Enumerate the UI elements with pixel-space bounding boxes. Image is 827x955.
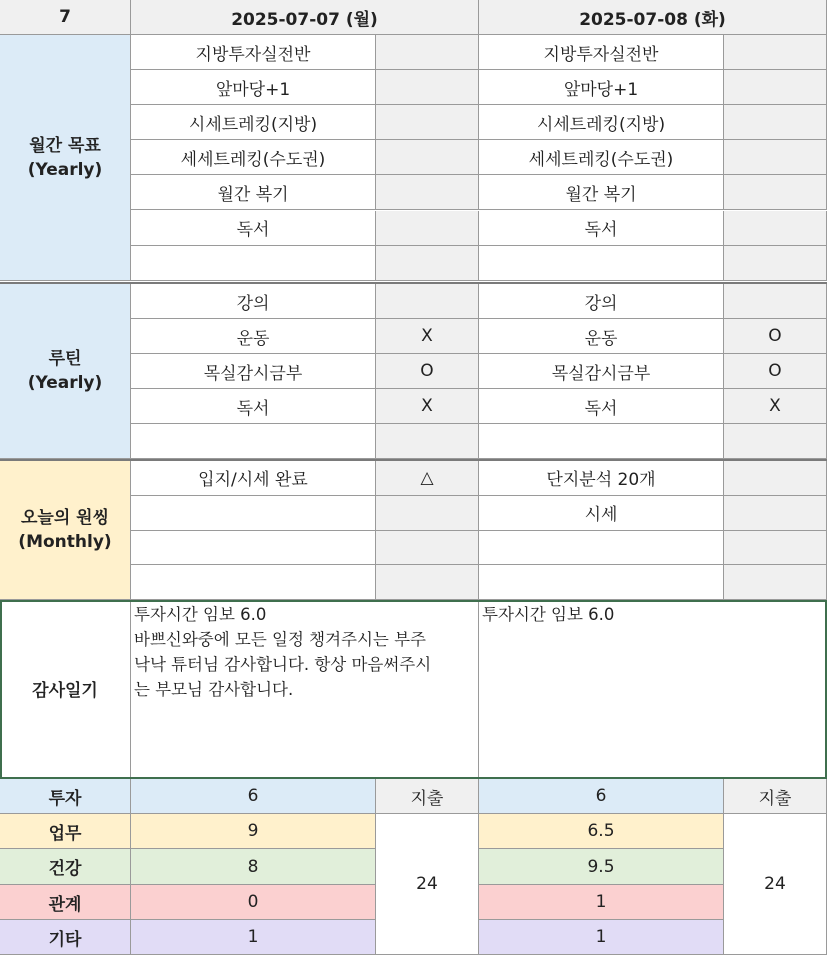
day1-monthly-goal-check-2[interactable]: [376, 70, 479, 105]
day1-monthly-goal-3[interactable]: 시세트레킹(지방): [131, 105, 376, 140]
day1-routine-check-5[interactable]: [376, 424, 479, 459]
day2-routine-check-1[interactable]: [724, 284, 827, 319]
day1-date-header[interactable]: 2025-07-07 (월): [131, 0, 479, 35]
day1-monthly-goal-6[interactable]: 독서: [131, 211, 376, 246]
day2-monthly-goal-check-6[interactable]: [724, 211, 827, 246]
routine-label[interactable]: [0, 284, 131, 459]
day2-today-item-3[interactable]: [479, 531, 724, 566]
day2-monthly-goal-check-5[interactable]: [724, 175, 827, 210]
day2-etc-value[interactable]: 1: [479, 920, 724, 955]
day2-monthly-goal-check-3[interactable]: [724, 105, 827, 140]
day2-today-check-4[interactable]: [724, 565, 827, 600]
day2-today-check-3[interactable]: [724, 531, 827, 566]
day2-relation-value[interactable]: 1: [479, 885, 724, 920]
day2-today-item-2[interactable]: 시세: [479, 496, 724, 531]
day1-routine-check-2[interactable]: X: [376, 319, 479, 354]
day2-gratitude-text[interactable]: 투자시간 임보 6.0: [479, 600, 827, 778]
day2-spend-label[interactable]: 지출: [724, 779, 827, 814]
routine-title: 루틴: [48, 349, 82, 369]
day1-invest-value[interactable]: 6: [131, 779, 376, 814]
day1-routine-item-4[interactable]: 독서: [131, 389, 376, 424]
gratitude-selection-border: [0, 600, 827, 779]
day2-routine-item-2[interactable]: 운동: [479, 319, 724, 354]
day2-invest-value[interactable]: 6: [479, 779, 724, 814]
day2-routine-check-5[interactable]: [724, 424, 827, 459]
day2-today-check-2[interactable]: [724, 496, 827, 531]
monthly-goal-title: 월간 목표: [29, 135, 101, 156]
day1-monthly-goal-check-6[interactable]: [376, 211, 479, 246]
day2-spend-value[interactable]: 24: [724, 814, 827, 955]
day2-monthly-goal-3[interactable]: 시세트레킹(지방): [479, 105, 724, 140]
day1-routine-check-3[interactable]: O: [376, 354, 479, 389]
day2-routine-item-3[interactable]: 목실감시금부: [479, 354, 724, 389]
day1-monthly-goal-7[interactable]: [131, 246, 376, 281]
day1-routine-check-4[interactable]: X: [376, 389, 479, 424]
today-onething-title: 오늘의 원씽: [20, 508, 110, 528]
day1-routine-item-5[interactable]: [131, 424, 376, 459]
day2-routine-item-4[interactable]: 독서: [479, 389, 724, 424]
day2-today-item-4[interactable]: [479, 565, 724, 600]
day2-today-check-1[interactable]: [724, 461, 827, 496]
today-onething-label[interactable]: [0, 461, 131, 600]
day2-monthly-goal-2[interactable]: 앞마당+1: [479, 70, 724, 105]
day1-monthly-goal-check-1[interactable]: [376, 35, 479, 70]
day1-today-check-4[interactable]: [376, 565, 479, 600]
day2-monthly-goal-check-2[interactable]: [724, 70, 827, 105]
work-label[interactable]: 업무: [0, 814, 131, 849]
day2-routine-check-3[interactable]: O: [724, 354, 827, 389]
day1-today-check-3[interactable]: [376, 531, 479, 566]
day2-monthly-goal-4[interactable]: 세세트레킹(수도권): [479, 140, 724, 175]
day2-monthly-goal-check-7[interactable]: [724, 246, 827, 281]
day1-monthly-goal-4[interactable]: 세세트레킹(수도권): [131, 140, 376, 175]
health-label[interactable]: 건강: [0, 849, 131, 885]
day1-spend-label[interactable]: 지출: [376, 779, 479, 814]
day1-routine-item-2[interactable]: 운동: [131, 319, 376, 354]
routine-subtitle: (Yearly): [27, 373, 103, 393]
day2-routine-item-5[interactable]: [479, 424, 724, 459]
day2-routine-item-1[interactable]: 강의: [479, 284, 724, 319]
relation-label[interactable]: 관계: [0, 885, 131, 920]
etc-label[interactable]: 기타: [0, 920, 131, 955]
day1-monthly-goal-check-7[interactable]: [376, 246, 479, 281]
day1-monthly-goal-check-4[interactable]: [376, 140, 479, 175]
day2-date-header[interactable]: 2025-07-08 (화): [479, 0, 827, 35]
day1-gratitude-text[interactable]: 투자시간 임보 6.0 바쁘신와중에 모든 일정 챙겨주시는 부주 낙낙 튜터님 감사합니다. 항상 마음써주시 는 부모님 감사합니다.: [131, 600, 479, 778]
monthly-goal-label[interactable]: [0, 35, 131, 281]
day1-routine-check-1[interactable]: [376, 284, 479, 319]
gratitude-label[interactable]: 감사일기: [0, 600, 131, 778]
day2-monthly-goal-check-4[interactable]: [724, 140, 827, 175]
day1-monthly-goal-2[interactable]: 앞마당+1: [131, 70, 376, 105]
week-number[interactable]: 7: [0, 0, 131, 35]
day1-today-check-2[interactable]: [376, 496, 479, 531]
day1-monthly-goal-1[interactable]: 지방투자실전반: [131, 35, 376, 70]
day2-health-value[interactable]: 9.5: [479, 849, 724, 885]
day1-today-item-3[interactable]: [131, 531, 376, 566]
day2-routine-check-4[interactable]: X: [724, 389, 827, 424]
day2-routine-check-2[interactable]: O: [724, 319, 827, 354]
day1-relation-value[interactable]: 0: [131, 885, 376, 920]
day2-monthly-goal-5[interactable]: 월간 복기: [479, 175, 724, 210]
day1-spend-value[interactable]: 24: [376, 814, 479, 955]
day2-work-value[interactable]: 6.5: [479, 814, 724, 849]
day1-today-item-2[interactable]: [131, 496, 376, 531]
day1-routine-item-1[interactable]: 강의: [131, 284, 376, 319]
day1-monthly-goal-check-3[interactable]: [376, 105, 479, 140]
day1-routine-item-3[interactable]: 목실감시금부: [131, 354, 376, 389]
day2-monthly-goal-check-1[interactable]: [724, 35, 827, 70]
monthly-goal-subtitle: (Yearly): [27, 159, 103, 180]
invest-label[interactable]: 투자: [0, 779, 131, 814]
day1-monthly-goal-5[interactable]: 월간 복기: [131, 175, 376, 210]
day1-monthly-goal-check-5[interactable]: [376, 175, 479, 210]
day1-today-item-4[interactable]: [131, 565, 376, 600]
day1-today-item-1[interactable]: 입지/시세 완료: [131, 461, 376, 496]
day2-monthly-goal-6[interactable]: 독서: [479, 211, 724, 246]
day1-health-value[interactable]: 8: [131, 849, 376, 885]
day1-today-check-1[interactable]: △: [376, 461, 479, 496]
today-onething-subtitle: (Monthly): [18, 532, 112, 552]
day2-today-item-1[interactable]: 단지분석 20개: [479, 461, 724, 496]
day2-monthly-goal-7[interactable]: [479, 246, 724, 281]
day1-work-value[interactable]: 9: [131, 814, 376, 849]
day1-etc-value[interactable]: 1: [131, 920, 376, 955]
day2-monthly-goal-1[interactable]: 지방투자실전반: [479, 35, 724, 70]
